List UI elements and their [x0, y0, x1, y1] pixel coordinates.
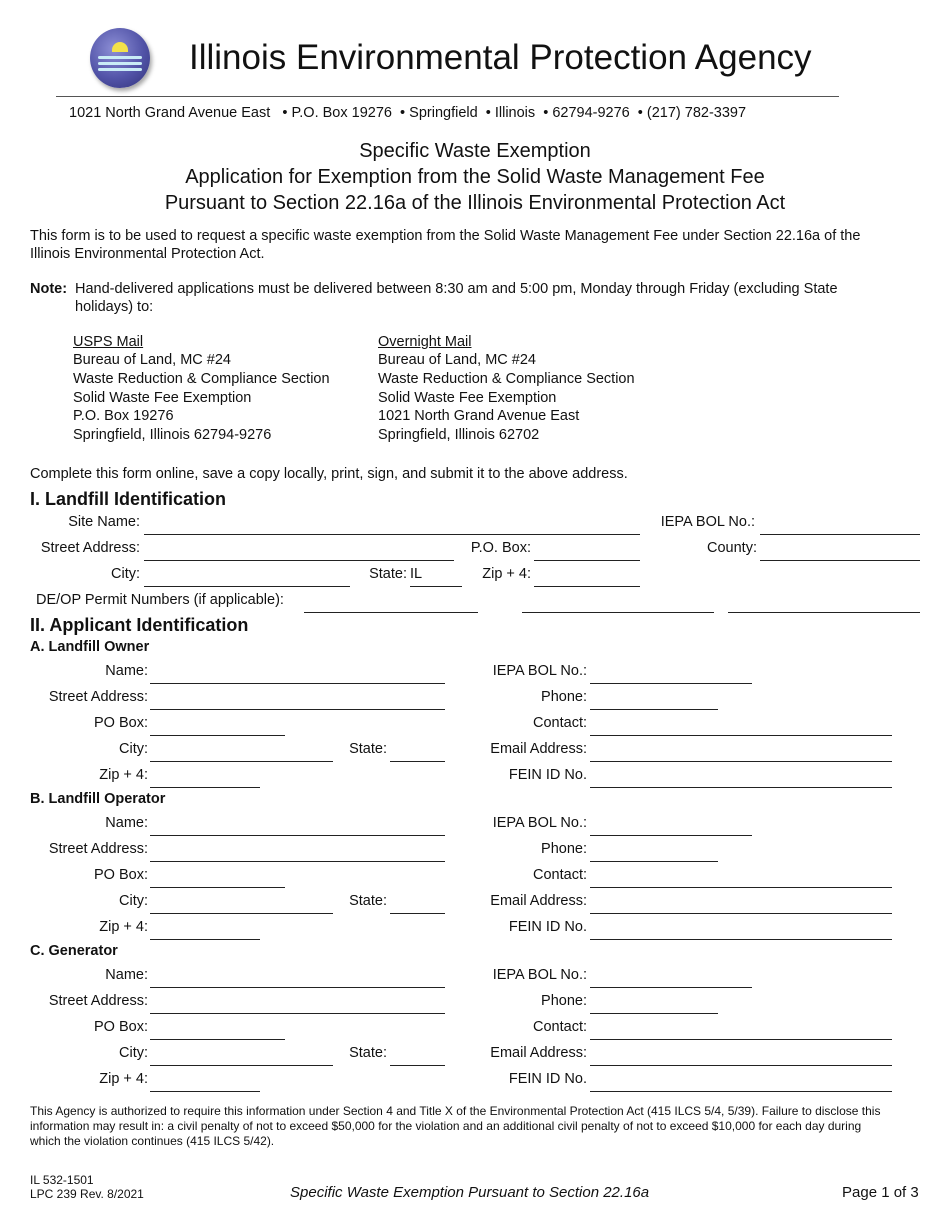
state-label: State:	[369, 566, 407, 582]
fein-field[interactable]	[590, 939, 892, 940]
form-revision: LPC 239 Rev. 8/2021	[30, 1187, 144, 1201]
phone-label: Phone:	[541, 841, 587, 857]
street-field[interactable]	[150, 1013, 445, 1014]
county-label: County:	[707, 540, 757, 556]
email-label: Email Address:	[490, 741, 587, 757]
zip-label: Zip + 4:	[99, 1071, 148, 1087]
name-field[interactable]	[150, 683, 445, 684]
po-box-label: PO Box:	[94, 1019, 148, 1035]
county-field[interactable]	[760, 560, 920, 561]
overnight-line: 1021 North Grand Avenue East	[378, 408, 580, 424]
po-box-field[interactable]	[150, 735, 285, 736]
state-field[interactable]	[390, 761, 445, 762]
name-label: Name:	[105, 663, 148, 679]
header-divider	[56, 96, 839, 97]
email-label: Email Address:	[490, 893, 587, 909]
disclosure-line-3: which the violation continues (415 ILCS 5/42).	[30, 1134, 275, 1148]
form-title-3: Pursuant to Section 22.16a of the Illinois Environmental Protection Act	[164, 192, 786, 214]
contact-field[interactable]	[590, 735, 892, 736]
contact-label: Contact:	[533, 867, 587, 883]
phone-field[interactable]	[590, 861, 718, 862]
city-field[interactable]	[144, 586, 350, 587]
usps-line: Solid Waste Fee Exemption	[73, 390, 252, 406]
intro-line-2: Illinois Environmental Protection Act.	[30, 246, 265, 262]
overnight-line: Springfield, Illinois 62702	[378, 427, 540, 443]
usps-mail-title: USPS Mail	[73, 334, 144, 350]
iepa-bol-label: IEPA BOL No.:	[660, 514, 755, 530]
overnight-line: Solid Waste Fee Exemption	[378, 390, 557, 406]
zip-label: Zip + 4:	[99, 919, 148, 935]
phone-field[interactable]	[590, 1013, 718, 1014]
contact-field[interactable]	[590, 887, 892, 888]
site-name-label: Site Name:	[68, 514, 140, 530]
page-number: Page 1 of 3	[842, 1184, 919, 1201]
permit-numbers-label: DE/OP Permit Numbers (if applicable):	[36, 592, 284, 608]
fein-field[interactable]	[590, 787, 892, 788]
fein-label: FEIN ID No.	[508, 1071, 587, 1087]
applicant-block-title: A. Landfill Owner	[30, 639, 150, 655]
contact-label: Contact:	[533, 1019, 587, 1035]
intro-line-1: This form is to be used to request a specific waste exemption from the Solid Waste Management Fee under Section 22.16a of the	[30, 228, 861, 244]
contact-field[interactable]	[590, 1039, 892, 1040]
po-box-field[interactable]	[534, 560, 640, 561]
agency-title: Illinois Environmental Protection Agency	[189, 38, 812, 77]
name-field[interactable]	[150, 987, 445, 988]
permit-number-field[interactable]	[304, 612, 478, 613]
iepa-bol-field[interactable]	[590, 835, 752, 836]
overnight-line: Bureau of Land, MC #24	[378, 352, 536, 368]
form-title-1: Specific Waste Exemption	[359, 140, 591, 162]
zip-field[interactable]	[150, 787, 260, 788]
street-field[interactable]	[150, 861, 445, 862]
state-label: State:	[349, 741, 387, 757]
po-box-label: P.O. Box:	[470, 540, 531, 556]
site-name-field[interactable]	[144, 534, 640, 535]
name-label: Name:	[105, 967, 148, 983]
zip-field[interactable]	[150, 939, 260, 940]
fein-label: FEIN ID No.	[508, 767, 587, 783]
iepa-bol-label: IEPA BOL No.:	[492, 663, 587, 679]
agency-address: 1021 North Grand Avenue East • P.O. Box 19276 • Springfield • Illinois • 62794-9276 • (217) 782-3397	[69, 105, 747, 121]
zip-label: Zip + 4:	[99, 767, 148, 783]
contact-label: Contact:	[533, 715, 587, 731]
city-field[interactable]	[150, 1065, 333, 1066]
email-field[interactable]	[590, 913, 892, 914]
instructions: Complete this form online, save a copy locally, print, sign, and submit it to the above address.	[30, 466, 628, 482]
state-field[interactable]	[390, 1065, 445, 1066]
overnight-line: Waste Reduction & Compliance Section	[378, 371, 635, 387]
form-title-2: Application for Exemption from the Solid Waste Management Fee	[185, 166, 765, 188]
footer-title: Specific Waste Exemption Pursuant to Section 22.16a	[290, 1184, 650, 1201]
email-field[interactable]	[590, 1065, 892, 1066]
phone-label: Phone:	[541, 689, 587, 705]
email-field[interactable]	[590, 761, 892, 762]
permit-number-field[interactable]	[522, 612, 714, 613]
state-label: State:	[349, 893, 387, 909]
overnight-mail-title: Overnight Mail	[378, 334, 472, 350]
fein-field[interactable]	[590, 1091, 892, 1092]
po-box-label: PO Box:	[94, 715, 148, 731]
street-label: Street Address:	[48, 841, 148, 857]
section-1-title: I. Landfill Identification	[30, 489, 226, 509]
form-id: IL 532-1501	[30, 1173, 94, 1187]
email-label: Email Address:	[490, 1045, 587, 1061]
iepa-bol-field[interactable]	[760, 534, 920, 535]
note-line-2: holidays) to:	[75, 299, 154, 315]
section-2-title: II. Applicant Identification	[30, 615, 249, 635]
city-field[interactable]	[150, 761, 333, 762]
disclosure-line-1: This Agency is authorized to require this information under Section 4 and Title X of the Environmental Protection Act (415 ILCS 5/4, 5/39). Failure to disclose this	[30, 1104, 881, 1118]
city-label: City:	[119, 1045, 148, 1061]
street-field[interactable]	[150, 709, 445, 710]
usps-line: P.O. Box 19276	[73, 408, 174, 424]
applicant-block-title: B. Landfill Operator	[30, 791, 166, 807]
state-field[interactable]	[410, 586, 462, 587]
name-field[interactable]	[150, 835, 445, 836]
street-address-field[interactable]	[144, 560, 454, 561]
city-label: City:	[119, 741, 148, 757]
iepa-bol-label: IEPA BOL No.:	[492, 967, 587, 983]
usps-line: Springfield, Illinois 62794-9276	[73, 427, 272, 443]
street-label: Street Address:	[48, 689, 148, 705]
note-label: Note:	[30, 281, 68, 297]
zip-label: Zip + 4:	[482, 566, 531, 582]
zip-field[interactable]	[534, 586, 640, 587]
name-label: Name:	[105, 815, 148, 831]
phone-field[interactable]	[590, 709, 718, 710]
usps-line: Bureau of Land, MC #24	[73, 352, 231, 368]
agency-logo	[90, 28, 150, 88]
po-box-field[interactable]	[150, 1039, 285, 1040]
city-label: City:	[119, 893, 148, 909]
po-box-label: PO Box:	[94, 867, 148, 883]
po-box-field[interactable]	[150, 887, 285, 888]
city-label: City:	[111, 566, 140, 582]
city-field[interactable]	[150, 913, 333, 914]
state-field[interactable]	[390, 913, 445, 914]
disclosure-line-2: information may result in: a civil penalty of not to exceed $50,000 for the violation and an additional civil penalty of not to exceed $10,000 for each day during	[30, 1119, 862, 1133]
applicant-block-title: C. Generator	[30, 943, 118, 959]
iepa-bol-field[interactable]	[590, 987, 752, 988]
iepa-bol-label: IEPA BOL No.:	[492, 815, 587, 831]
zip-field[interactable]	[150, 1091, 260, 1092]
iepa-bol-field[interactable]	[590, 683, 752, 684]
fein-label: FEIN ID No.	[508, 919, 587, 935]
note-line-1: Hand-delivered applications must be delivered between 8:30 am and 5:00 pm, Monday through Friday (excluding State	[75, 281, 838, 297]
street-label: Street Address:	[48, 993, 148, 1009]
usps-line: Waste Reduction & Compliance Section	[73, 371, 330, 387]
phone-label: Phone:	[541, 993, 587, 1009]
street-address-label: Street Address:	[40, 540, 140, 556]
state-value[interactable]: IL	[410, 566, 423, 582]
state-label: State:	[349, 1045, 387, 1061]
permit-number-field[interactable]	[728, 612, 920, 613]
